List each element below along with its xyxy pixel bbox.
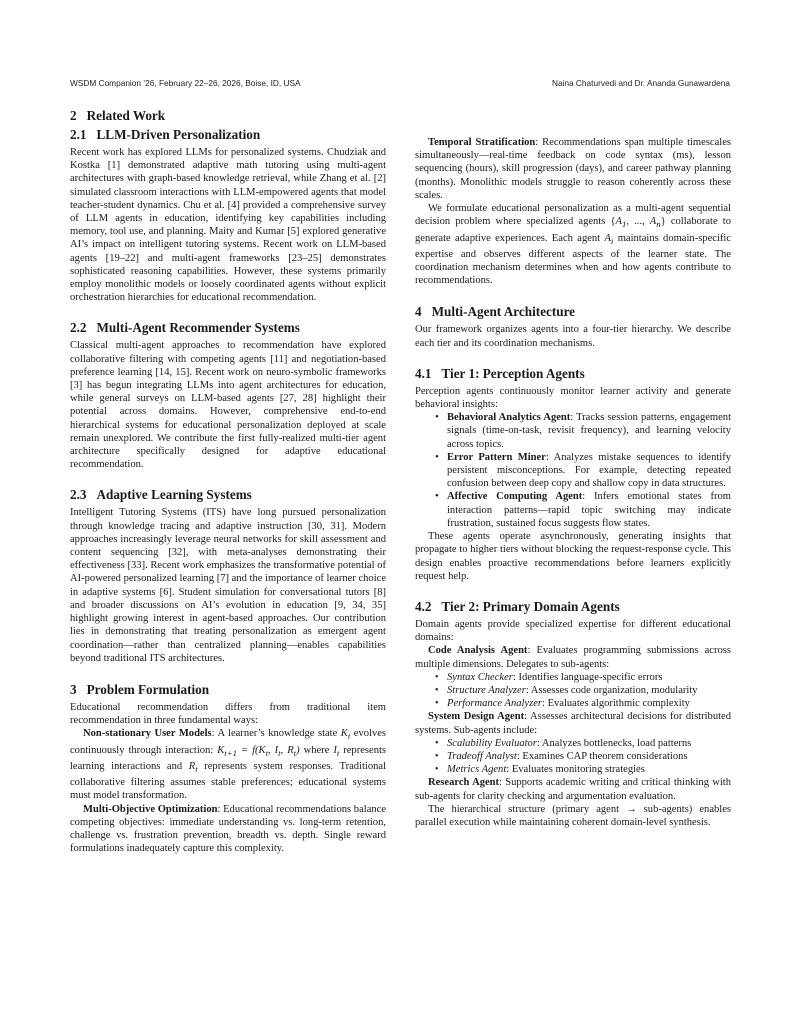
paragraph-multi-agent-recsys: Classical multi-agent approaches to recommendation have explored collaborative filtering with competing agents [11] and negotiation-based preference learning [14, 15]. Recent work on neuro-symbolic frameworks [3] has begun integrating LLMs into agent architectures for education, while general surveys on LLM-based agents [27, 28] highlight their potential across domains. However, comprehensive end-to-end hierarchical systems for educational personalization deployed at scale remain unexplored. We contribute the first fully-realized multi-tier agent architecture specifically designed for adaptive educational recommendation. (70, 340, 386, 471)
list-item: • Affective Computing Agent: Infers emotional states from interaction patterns—rapid topic switching may indicate frustration, sustained focus suggests flow states. (447, 490, 731, 530)
section-heading-related-work: 2 Related Work (70, 108, 166, 123)
list-item: • Scalability Evaluator: Analyzes bottlenecks, load patterns (447, 737, 731, 750)
subsection-heading-domain-agents: 4.2 Tier 2: Primary Domain Agents (415, 598, 620, 614)
code-sub-agent-list (415, 671, 731, 711)
paragraph-domain-intro: Domain agents provide specialized expertise for different educational domains: (415, 618, 731, 644)
system-design-sub-agent-list (415, 737, 731, 777)
paragraph-perception-intro: Perception agents continuously monitor learner activity and generate behavioral insights: (415, 385, 731, 411)
list-item: • Structure Analyzer: Assesses code organization, modularity (447, 684, 731, 697)
list-item: • Syntax Checker: Identifies language-specific errors (447, 671, 731, 684)
paragraph-hierarchy-outro: The hierarchical structure (primary agent → sub-agents) enables parallel execution while maintaining coherent domain-level synthesis. (415, 803, 731, 828)
paragraph-llm-personalization: Recent work has explored LLMs for personalized systems. Chudziak and Kostka [1] demonstrated adaptive math tutoring using multi-agent architectures with graph-based knowledge retrieval, while Zhang et al. [2] simulated classroom interactions with LLM-empowered agents that model teacher-student dynamics. Chu et al. [4] provided a comprehensive survey of LLM agents in education, identifying key capabilities including memory, tool use, and planning. Maity and Kumar [5] explored generative AI’s impact on intelligent tutoring systems. Recent work on LLM-based agents [19–22] and multi-agent frameworks [23–25] demonstrates sophisticated reasoning capabilities. However, these systems primarily employ monolithic models or loosely coordinated agents without explicit orchestration hierarchies for educational recommendation. (70, 147, 386, 304)
paragraph-research-agent: Research Agent: Supports academic writing and critical thinking with sub-agents for clarity checking and argumentation evaluation. (415, 777, 731, 802)
paragraph-adaptive-learning: Intelligent Tutoring Systems (ITS) have long pursued personalization through knowledge tracing and adaptive instruction [30, 31]. Modern approaches increasingly leverage neural networks for skill assessment and content sequencing [32], with meta-analyses demonstrating their effectiveness [33]. Recent work emphasizes the transformative potential of AI-powered personalized learning [7] and the importance of learner choice in adaptive systems [6]. Student simulation for conversational tutors [8] and broader discussions on AI’s evolution in education [9, 34, 35] highlight growing interest in agent-based approaches. Our contribution lies in demonstrating that treating personalization as emergent agent coordination—rather than centralized planning—enables capabilities beyond traditional ITS architectures. (70, 507, 386, 664)
paragraph-perception-outro: These agents operate asynchronously, generating insights that propagate to higher tiers without blocking the request-response cycle. This design enables proactive recommendations before learners explicitly request help. (415, 531, 731, 582)
list-item: • Performance Analyzer: Evaluates algorithmic complexity (447, 697, 731, 710)
running-header (70, 78, 730, 92)
header-venue: WSDM Companion ’26, February 22–26, 2026, Boise, ID, USA (70, 78, 301, 88)
paragraph-system-design-agent: System Design Agent: Assesses architectural decisions for distributed systems. Sub-agents include: (415, 711, 731, 736)
perception-agent-list (415, 411, 731, 530)
header-authors: Naina Chaturvedi and Dr. Ananda Gunawardena (551, 78, 730, 88)
subsection-heading-adaptive-learning: 2.3 Adaptive Learning Systems (70, 487, 252, 503)
left-column (70, 108, 386, 855)
paragraph-temporal-stratification: Temporal Stratification: Recommendations span multiple timescales simultaneously—real-time feedback on code syntax (ms), lesson sequencing (hours), skill progression (days), and career pathway planning (months). Monolithic models struggle to reason coherently across these scales. (415, 137, 731, 201)
right-column (415, 110, 731, 829)
section-heading-architecture: 4 Multi-Agent Architecture (415, 304, 576, 320)
list-item: • Behavioral Analytics Agent: Tracks session patterns, engagement signals (time-on-task, revisit frequency), and learning velocity across topics. (447, 411, 731, 451)
subsection-heading-perception-agents: 4.1 Tier 1: Perception Agents (415, 365, 585, 381)
subsection-heading-llm-personalization: 2.1 LLM-Driven Personalization (70, 127, 261, 142)
paragraph-multi-objective: Multi-Objective Optimization: Educational recommendations balance competing objectives: immediate understanding vs. long-term retention, challenge vs. frustration prevention, breadth vs. depth. Single reward formulations inadequately capture this complexity. (70, 803, 387, 855)
subsection-heading-multi-agent-recsys: 2.2 Multi-Agent Recommender Systems (70, 320, 300, 336)
list-item: • Metrics Agent: Evaluates monitoring strategies (447, 763, 731, 776)
list-item: • Tradeoff Analyst: Examines CAP theorem considerations (447, 750, 731, 763)
paragraph-problem-intro: Educational recommendation differs from traditional item recommendation in three fundamental ways: (70, 701, 386, 727)
paragraph-formulation: We formulate educational personalization as a multi-agent sequential decision problem where specialized agents {$A_1$, ..., $A_n$} collaborate to generate adaptive experiences. Each agent $A_i$ maintains domain-specific expertise and observes different aspects of the learner state. The coordination mechanism determines when and how agents contribute to recommendations. (415, 203, 732, 287)
paragraph-code-analysis-agent: Code Analysis Agent: Evaluates programming submissions across multiple dimensions. Delegates to sub-agents: (415, 645, 731, 670)
list-item: • Error Pattern Miner: Analyzes mistake sequences to identify persistent misconceptions. For example, detecting repeated confusion between deep copy and shallow copy in data structures. (447, 451, 731, 491)
paragraph-non-stationary: Non-stationary User Models: A learner’s knowledge state $K_t$ evolves continuously through interaction: $K_{t+1} = f(K_t$, $I_t$, $R_t$) where $I_t$ represents learning interactions and $R_t$ represents system responses. Traditional collaborative filtering assumes stable preferences; educational systems must model transformation. (70, 728, 387, 802)
section-heading-problem-formulation: 3 Problem Formulation (70, 681, 210, 697)
paragraph-architecture-intro: Our framework organizes agents into a four-tier hierarchy. We describe each tier and its coordination mechanisms. (415, 324, 731, 349)
